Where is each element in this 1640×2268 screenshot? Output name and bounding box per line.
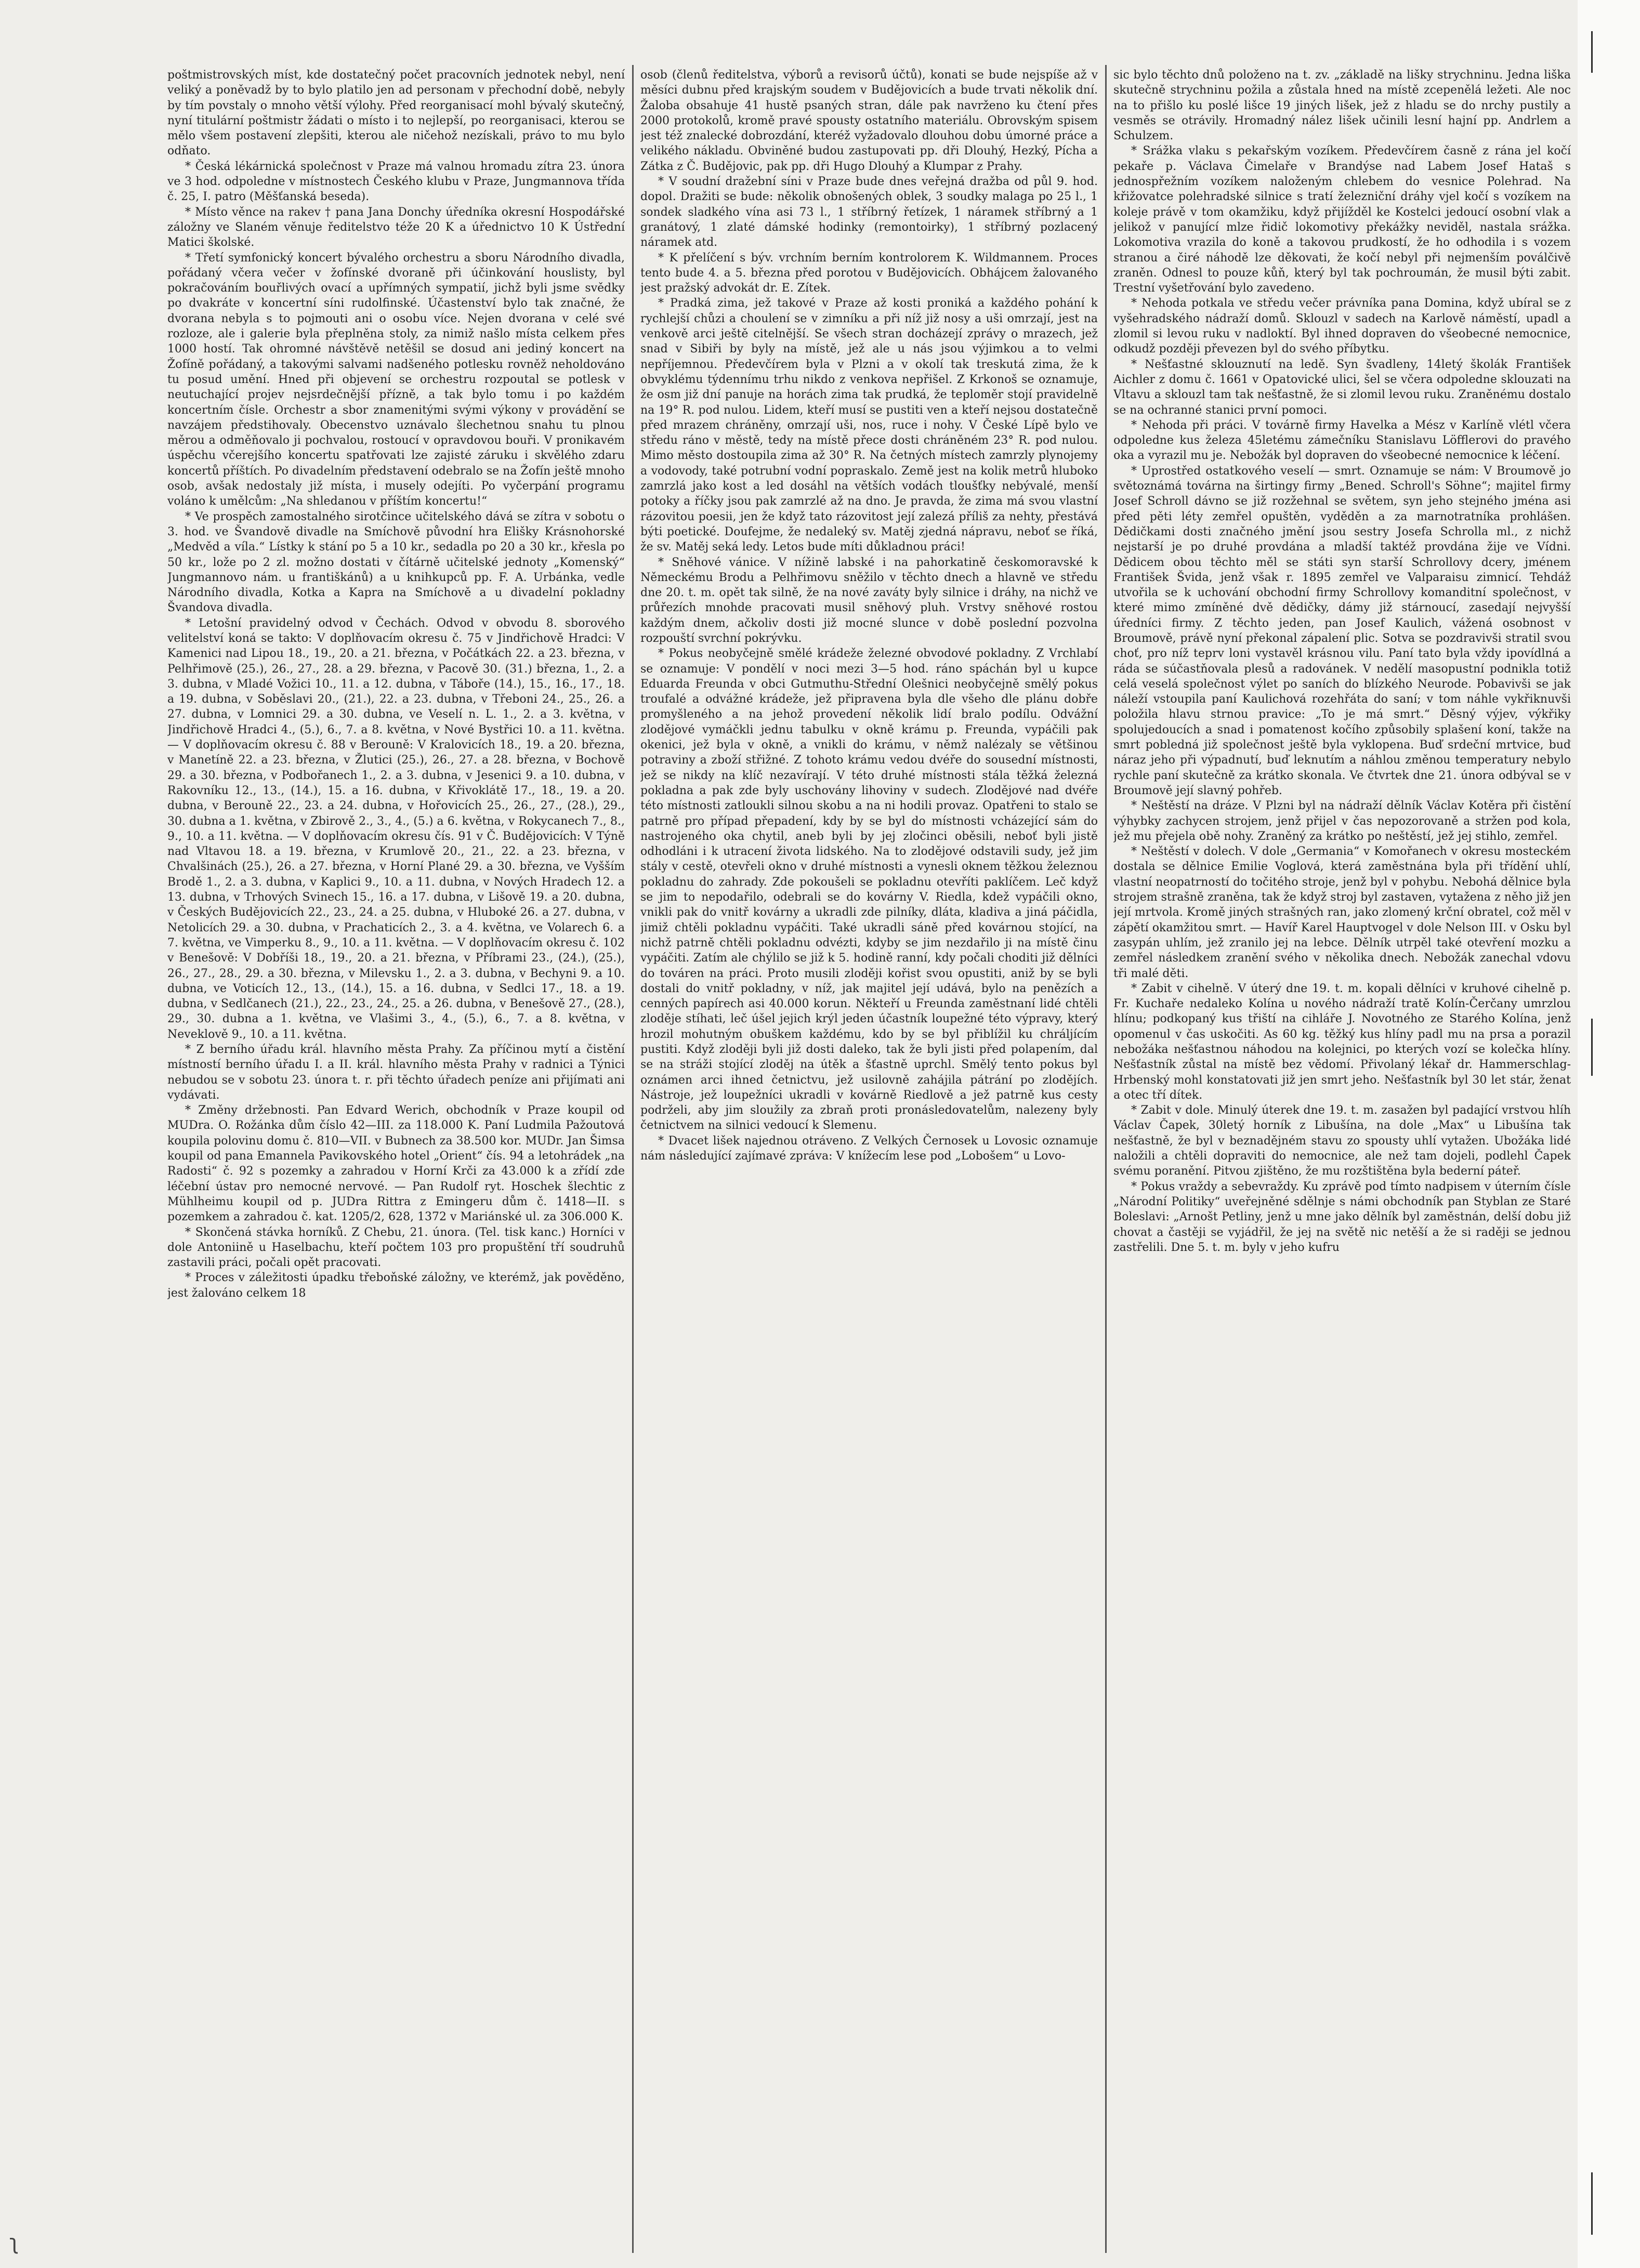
- article-ice-fall: * Nešťastné sklouznutí na ledě. Syn švadleny, 14letý školák František Aichler z domu č. 1661 v Opatovické ulici, šel se včera odpoledne sklouzati na Vltavu a sklouzl tam tak nešťastně, že si zlomil levou ruku. Zraněnému dostalo se na ochranné stanici první pomoci.: [1113, 358, 1571, 417]
- article-trebon-bank-trial-start: * Proces v záležitosti úpadku třeboňské záložny, ve kterémž, jak pověděno, jest žalováno celkem 18: [167, 1271, 625, 1300]
- article-railway-accident: * Neštěstí na dráze. V Plzni byl na nádraží dělník Václav Kotěra při čistění výhybky zachycen strojem, jenž přijel v čas nepozorovaně a stržen pod kola, jež mu přejela obě nohy. Zraněný za krátko po neštěstí, jež jej stihlo, zemřel.: [1113, 799, 1571, 843]
- column-1: [167, 68, 625, 2250]
- article-poisoned-foxes-end: sic bylo těchto dnů položeno na t. zv. „základě na lišky strychninu. Jedna liška skutečně strychninu požila a zůstala hned na místě zcepenělá ležeti. Ale noc na to přišlo ku poslé lišce 19 jiných lišek, jež z hladu se do nrchy pustily a vesměs se otrávily. Hromadný nález lišek učinili lesní hajní pp. Andrlem a Schulzem.: [1113, 69, 1571, 143]
- article-trebon-bank-trial-end: osob (členů ředitelstva, výborů a revisorů účtů), konati se bude nejspíše až v měsíci dubnu před krajským soudem v Budějovicích a bude trvati několik dní. Žaloba obsahuje 41 hustě psaných stran, dále pak navrženo ku čtení přes 2000 protokolů, kromě pravé spousty ostatního materiálu. Obrovským spisem jest též znalecké dobrozdání, kteréž vyžadovalo dlouhou dobu úmorné práce a velikého nákladu. Obviněné budou zastupovati pp. dři Dlouhý, Hezký, Pícha a Zátka z Č. Budějovic, pak pp. dři Hugo Dlouhý a Klumpar z Prahy.: [640, 69, 1098, 173]
- article-wildmann-trial: * K přelíčení s býv. vrchním berním kontrolorem K. Wildmannem. Proces tento bude 4. a 5. března před porotou v Budějovicích. Obhájcem žalovaného jest pražský advokát dr. E. Zítek.: [640, 251, 1098, 295]
- article-carnival-death: * Uprostřed ostatkového veselí — smrt. Oznamuje se nám: V Broumově jo světoznámá továrna na širtingy firmy „Bened. Schroll's Söhne“; majitel firmy Josef Schroll dávno se již rozžehnal se světem, syn jeho stejného jména asi před pěti léty zemřel opuštěn, vyděděn a za marnotratníka prohlášen. Dědičkami dosti značného jmění jsou sestry Josefa Schrolla ml., z nichž nejstarší je po druhé provdána a mladší taktéž provdána žije ve Vídni. Dědicem obou těchto měl se státi syn starší Schrollovy dcery, jménem František Švida, jenž však r. 1895 zemřel ve Valparaisu zimnicí. Tehdáž utvořila se k uchování obchodní firmy Schrollovy komanditní společnost, v které mimo zmíněné dvě dědičky, dámy již stárnoucí, zasedají nejvyšší úředníci firmy. Z těchto jeden, pan Josef Kaulich, vážená osobnost v Broumově, právě nyní překonal zápalení plic. Sotva se pozdravivši stratil svou choť, pro níž teprv loni vystavěl krásnou vilu. Paní tato byla vždy ipovídlná a ráda se súčastňovala plesů a radovánek. V nedělí masopustní podnikla totiž celá veselá společnost výlet po saních do blízkého Neurode. Pobavivši se jak náleží vstoupila paní Kaulichová rozehřáta do saní; v tom náhle vykřiknuvši položila hlavu strnou pravice: „To je má smrt.“ Děsný výjev, výkřiky spolujedoucích a snad i pomatenost kočího způsobily splašení koní, takže na smrt pobledná již společnost ještě byla vyklopena. Buď srdeční mrtvice, buď náraz jeho při výpadnutí, buď leknutím a náhlou změnou temperatury nebylo rychle paní skutečně za krátko skonala. Ve čtvrtek dne 21. února odbýval se v Broumově její slavný pohřeb.: [1113, 464, 1571, 797]
- article-mine-death: * Zabit v dole. Minulý úterek dne 19. t. m. zasažen byl padající vrstvou hlíh Václav Čapek, 30letý horník z Libušína, na dole „Max“ u Libušína tak nešťastně, že byl v beznadějném stavu zo spousty uhlí vytažen. Ubožáka lidé naložili a chtěli dopraviti do nemocnice, ale než tam dojeli, podlehl Čapek svému poranění. Pitvou zjištěno, že mu rozštištěna byla bederní páteř.: [1113, 1104, 1571, 1178]
- article-safe-burglary: * Pokus neobyčejně smělé krádeže železné obvodové pokladny. Z Vrchlabí se oznamuje: V pondělí v noci mezi 3—5 hod. ráno spáchán byl u kupce Eduarda Freunda v obci Gutmuthu-Střední Olešnici neobyčejně smělý pokus troufalé a odvážné krádeže, jež připravena byla dle všeho dle plánu dobře promyšleného a na jehož provedení několik lidí bralo podílu. Odvážní zlodějové vymáčkli jednu tabulku v okně krámu p. Freunda, vypáčili pak okenici, jež byla v okně, a vnikli do krámu, v němž nalézaly se většinou potraviny a zboží střižné. Z tohoto krámu vedou dvéře do sousední místnosti, jež se nikdy na klíč nezavírají. V této druhé místnosti stála těžká železná pokladna a pak zde byly uschovány lihoviny v sudech. Zlodějové nad dvéře této místnosti zatloukli silnou skobu a na ni hodili provaz. Opatřeni to stalo se patrně pro případ přepadení, kdy by se byl do místnosti vcházející sám do nastrojeného oka chytil, aneb byli by jej zločinci oběsili, neboť byli jistě odhodláni i k utracení života lidského. Na to zlodějové odstavili sudy, jež jim stály v cestě, otevřeli okno v druhé místnosti a vynesli oknem těžkou železnou pokladnu do zahrady. Zde pokoušeli se pokladnu otevříti paklíčem. Leč když se jim to nepodařilo, odebrali se do kovárny V. Riedla, kdež vypáčili okno, vnikli pak do vnitř kovárny a ukradli zde pilníky, dláta, kladiva a jiná páčidla, jimiž chtěli pokladnu vypáčiti. Také ukradli sáně před kovárnou stojící, na nichž patrně chtěli pokladnu odvézti, kdyby se jim nezdařilo ji na místě činu vypáčiti. Zatím ale chýlilo se již k 5. hodině ranní, kdy počali choditi již dělníci do továren na práci. Proto musili zloději kořist svou opustiti, aniž by se byli dostali do vnitř pokladny, v níž, jak majitel její udává, bylo na penězích a cenných papírech asi 40.000 korun. Někteří u Freunda zaměstnaní lidé chtěli zloděje stíhati, leč úšel jejich krýl jeden účastník loupežné této výpravy, který hrozil mohutným obuškem každému, kdo by se byl přiblížil ku chráljícím pustiti. Když zloději byli již dosti daleko, tak že byli jisti před polapením, dal se na stráži stojící zloděj na útěk a šťastně uprchl. Smělý tento pokus byl oznámen arci ihned četnictvu, jež usilovně zahájila pátrání po zlodějích. Nástroje, jež loupežníci ukradli v kovárně Riedlově a jež patrně kus cesty podrželi, aby jim sloužily za zbraň proti pronásledovatelům, nalezeny byly četnictvem na silnici vedoucí k Slemenu.: [640, 647, 1098, 1132]
- column-rule-2: [1105, 65, 1107, 2253]
- article-orphanage-benefit: * Ve prospěch zamostalného sirotčince učitelského dává se zítra v sobotu o 3. hod. ve Švandově divadle na Smíchově původní hra Elišky Krásnohorské „Medvěd a víla.“ Lístky k stání po 5 a 10 kr., sedadla po 20 a 30 kr., křesla po 50 kr., lože po 2 zl. možno dostati v čítárně učitelské jednoty „Komenský“ Jungmannovo nám. u františkánů) a u knihkupců pp. F. A. Urbánka, vedle Národního divadla, Kotka a Kapra na Smíchově a u divadelní pokladny Švandova divadla.: [167, 510, 625, 615]
- article-train-collision: * Srážka vlaku s pekařským vozíkem. Předevčírem časně z rána jel kočí pekaře p. Václava Čimelaře v Brandýse nad Labem Josef Hataš s jednospřežním vozíkem naloženým chlebem do vesnice Polehrad. Na křižovatce polehradské silnice s tratí železniční dráhy vjel kočí s vozíkem na koleje právě v tom okamžiku, když přijížděl ke Kostelci jedoucí osobní vlak a jelikož v panující mlze řidič lokomotivy překážky neviděl, nastala srážka. Lokomotiva vrazila do koně a takovou prudkostí, že ho odhodila i s vozem stranou a čiré náhodě lze děkovati, že kočí nebyl při nejmenším poválčivě zraněn. Odnesl to pouze kůň, který byl tak pochroumán, že musil býti zabit. Trestní vyšetřování bylo zavedeno.: [1113, 144, 1571, 295]
- article-military-draft: * Letošní pravidelný odvod v Čechách. Odvod v obvodu 8. sborového velitelství koná se takto: V doplňovacím okresu č. 75 v Jindřichově Hradci: V Kamenici nad Lipou 18., 19., 20. a 21. března, v Počátkách 22. a 23. března, v Pelhřimově (25.), 26., 27., 28. a 29. března, v Pacově 30. (31.) března, 1., 2. a 3. dubna, v Mladé Vožici 10., 11. a 12. dubna, v Táboře (14.), 15., 16., 17., 18. a 19. dubna, v Soběslavi 20., (21.), 22. a 23. dubna, v Třeboni 24., 25., 26. a 27. dubna, v Lomnici 29. a 30. dubna, ve Veselí n. L. 1., 2. a 3. května, v Jindřichově Hradci 4., (5.), 6., 7. a 8. května, v Nové Bystřici 10. a 11. května. — V doplňovacím okresu č. 88 v Berouně: V Kralovicích 18., 19. a 20. března, v Manetíně 22. a 23. března, v Žlutici (25.), 26., 27. a 28. března, v Bochově 29. a 30. března, v Podbořanech 1., 2. a 3. dubna, v Jesenici 9. a 10. dubna, v Rakovníku 12., 13., (14.), 15. a 16. dubna, v Křivoklátě 17., 18., 19. a 20. dubna, v Berouně 22., 23. a 24. dubna, v Hořovicích 25., 26., 27., (28.), 29., 30. dubna a 1. května, v Zbirově 2., 3., 4., (5.) a 6. května, v Rokycanech 7., 8., 9., 10. a 11. května. — V doplňovacím okresu čís. 91 v Č. Budějovicích: V Týně nad Vltavou 18. a 19. března, v Krumlově 20., 21., 22. a 23. března, v Chvalšinách (25.), 26. a 27. března, v Horní Plané 29. a 30. března, ve Vyšším Brodě 1., 2. a 3. dubna, v Kaplici 9., 10. a 11. dubna, v Nových Hradech 12. a 13. dubna, v Trhových Svinech 15., 16. a 17. dubna, v Lišově 19. a 20. dubna, v Českých Budějovicích 22., 23., 24. a 25. dubna, v Hluboké 26. a 27. dubna, v Netolicích 29. a 30. dubna, v Prachaticích 2., 3. a 4. května, ve Volarech 6. a 7. května, ve Vimperku 8., 9., 10. a 11. května. — V doplňovacím okresu č. 102 v Benešově: V Dobříši 18., 19., 20. a 21. března, v Příbrami 23., (24.), (25.), 26., 27., 28., 29. a 30. března, v Milevsku 1., 2. a 3. dubna, v Bechyni 9. a 10. dubna, ve Voticích 12., 13., (14.), 15. a 16. dubna, v Sedlci 17., 18. a 19. dubna, v Sedlčanech (21.), 22., 23., 24., 25. a 26. dubna, v Benešově 27., (28.), 29., 30. dubna a 1. května, ve Vlašimi 3., 4., (5.), 6., 7. a 8. května, v Neveklově 9., 10. a 11. května.: [167, 616, 625, 1041]
- article-work-accident: * Nehoda při práci. V továrně firmy Havelka a Mész v Karlíně vlétl včera odpoledne kus železa 45letému zámečníku Stanislavu Löfflerovi do pravého oka a vyrazil mu je. Nebožák byl dopraven do všeobecné nemocnice k léčení.: [1113, 418, 1571, 463]
- article-wreath-donation: * Místo věnce na rakev † pana Jana Donchy úředníka okresní Hospodářské záložny ve Slaném věnuje ředitelstvo téže 20 K a úřednictvo 10 K Ústřední Matici školské.: [167, 205, 625, 249]
- margin-mark-middle: [1591, 1019, 1593, 1076]
- margin-mark-bottom: [1591, 2172, 1593, 2235]
- article-brickworks-death: * Zabit v cihelně. V úterý dne 19. t. m. kopali dělníci v kruhové cihelně p. Fr. Kuchaře nedaleko Kolína u nového nádraží tratě Kolín-Čerčany umrzlou hlínu; podkopaný kus třiští na cihláře J. Novotného ze Starého Kolína, jenž opomenul v čas uskočiti. As 60 kg. těžký kus hlíny padl mu na prsa a porazil nebožáka nešťastnou náhodou na kolejnici, po kterých vozí se kolečka hlíny. Nešťastník zůstal na místě bez vědomí. Přivolaný lékař dr. Hammerschlag-Hrbenský mohl konstatovati již jen smrt jeho. Nešťastník byl 30 let stár, ženat a otec tří dítek.: [1113, 982, 1571, 1102]
- article-tax-office: * Z berního úřadu král. hlavního města Prahy. Za příčinou mytí a čistění místností berního úřadu I. a II. král. hlavního města Prahy v radnici a Týnici nebudou se v sobotu 23. února t. r. při těchto úřadech peníze ani přijímati ani vydávati.: [167, 1043, 625, 1102]
- article-snowstorms: * Sněhové vánice. V nížině labské i na pahorkatině českomoravské k Německému Brodu a Pelhřimovu sněžilo v těchto dnech a hlavně ve středu dne 20. t. m. opět tak silně, že na nové zaváty byly silnice i dráhy, na nichž ve průřezích mnohde pracovati musil sněhový pluh. Vrstvy sněhové rostou každým dnem, ačkoliv dosti již mocné slunce v době poslední pozvolna rozpouští svrchní pokrývku.: [640, 556, 1098, 645]
- article-postmasters-end: poštmistrovských míst, kde dostatečný počet pracovních jednotek nebyl, není veliký a poněvadž by to bylo platilo jen ad personam v přechodní době, nebyly by tím povstaly o mnoho větší výlohy. Před reorganisací mohl bývalý skutečný, nyní titulární poštmistr žádati o místo i to nejlepší, po reorganisaci, kterou se mělo všem postavení zlepšiti, kterou ale ničehož nezískali, právo to mu bylo odňato.: [167, 69, 625, 158]
- article-property-changes: * Změny držebnosti. Pan Edvard Werich, obchodník v Praze koupil od MUDra. O. Rožánka dům číslo 42—III. za 118.000 K. Paní Ludmila Pažoutová koupila polovinu domu č. 810—VII. v Bubnech za 38.500 kor. MUDr. Jan Šimsa koupil od pana Emannela Pavikovského hotel „Orient“ čís. 94 a letohrádek „na Radosti“ č. 92 s pozemky a zahradou v Horní Krči za 43.000 k a zřídí zde léčební ústav pro nemocné nervové. — Pan Rudolf ryt. Hoschek šlechtic z Mühlheimu koupil od p. JUDra Rittra z Emingeru dům č. 1418—II. s pozemkem a zahradou č. kat. 1205/2, 628, 1372 v Mariánské ul. za 306.000 K.: [167, 1104, 625, 1224]
- article-court-auction: * V soudní dražební síni v Praze bude dnes veřejná dražba od půl 9. hod. dopol. Dražiti se bude: několik obnošených oblek, 3 soudky malaga po 25 l., 1 sondek sladkého vína asi 73 l., 1 stříbrný řetízek, 1 náramek stříbrný a 1 granátový, 1 zlaté dámské hodinky (remontoirky), 1 stříbrný pozlacený náramek atd.: [640, 175, 1098, 249]
- column-2: [640, 68, 1098, 2250]
- margin-pencil-mark: ʅ: [9, 2231, 19, 2254]
- article-pharmacists-society: * Česká lékárnická společnost v Praze má valnou hromadu zítra 23. února ve 3 hod. odpoledne v místnostech Českého klubu v Praze, Jungmannova třída č. 25, I. patro (Měšťanská beseda).: [167, 160, 625, 204]
- article-miners-strike-ended: * Skončená stávka horníků. Z Chebu, 21. února. (Tel. tisk kanc.) Horníci v dole Antoniině u Haselbachu, kteří počtem 103 pro propuštění tří soudruhů zastavili práci, počali opět pracovati.: [167, 1225, 625, 1270]
- article-severe-frost: * Pradká zima, jež takové v Praze až kosti proniká a každého pohání k rychlejší chůzi a choulení se v zimníku a při níž již nosy a uši omrzají, jest na venkově arci ještě citelnější. Se všech stran docházejí zprávy o mrazech, jež snad v Sibiři by byly na místě, jež ale u nás jsou výjimkou a to velmi nepříjemnou. Předevčírem byla v Plzni a v okolí tak treskutá zima, že k obvyklému týdennímu trhu nikdo z venkova nepřišel. Z Krkonoš se oznamuje, že osm již dní panuje na horách zima tak prudká, že teploměr stojí pravidelně na 19° R. pod nulou. Lidem, kteří musí se pustiti ven a kteří nejsou dostatečně před mrazem chráněny, omrzají uši, nos, ruce i nohy. V České Lípě bylo ve středu ráno v městě, tedy na místě přece dosti chráněném 23° R. pod nulou. Mimo město dostoupila zima až 30° R. Na četných místech zamrzly plynojemy a vodovody, také potrubní vodní popraskalo. Země jest na kolik metrů hluboko zamrzlá jako kost a led dosáhl na větších vodách tloušťky nebývalé, menší potoky a říčky jsou pak zamrzlé až na dno. Je pravda, že zima má svou vlastní rázovitou poesii, jen že když tato rázovitost její zalezá příliš za nehty, přestává býti poetické. Doufejme, že nedaleký sv. Matěj zjedná nápravu, neboť se říká, že sv. Matěj seká ledy. Letos bude míti důkladnou práci!: [640, 297, 1098, 554]
- column-3: [1113, 68, 1571, 2250]
- article-poisoned-foxes-start: * Dvacet lišek najednou otráveno. Z Velkých Černosek u Lovosic oznamuje nám následující zajímavé zpráva: V knížecím lese pod „Lobošem“ u Lovo-: [640, 1134, 1098, 1163]
- margin-mark-top: [1591, 31, 1593, 73]
- column-rule-1: [632, 65, 634, 2253]
- scan-margin: [1578, 0, 1640, 2268]
- article-mine-accidents: * Neštěstí v dolech. V dole „Germania“ v Komořanech v okresu mosteckém dostala se dělnice Emilie Voglová, která zaměstnána byla při třídění uhlí, vlastní neopatrností do točitého stroje, jenž byl v pohybu. Nebohá dělnice byla strojem strašně zraněna, tak že když stroj byl zastaven, vytažena z něho již jen její mrtvola. Kromě jiných strašných ran, jako zlomený krční obratel, což měl v zápětí okamžitou smrt. — Havíř Karel Hauptvogel v dole Nelson III. v Osku byl zasypán uhlím, jež zranilo jej na lebce. Dělník utrpěl také otevření mozku a zemřel následkem zranění svého v několika dnech. Nebožák zanechal vdovu tři malé děti.: [1113, 845, 1571, 980]
- article-murder-suicide-attempt: * Pokus vraždy a sebevraždy. Ku zprávě pod tímto nadpisem v úterním čísle „Národní Politiky“ uveřejněné sdělnje s námi obchodník pan Styblan ze Staré Boleslavi: „Arnošt Petliny, jenž u mne jako dělník byl zaměstnán, delší dobu již chovat a častěji se vyjádřil, že jej na světě nic netěší a že si raději se jednou zastřelili. Dne 5. t. m. byly v jeho kufru: [1113, 1180, 1571, 1254]
- article-symphony-concert: * Třetí symfonický koncert bývalého orchestru a sboru Národního divadla, pořádaný včera večer v žofínské dvoraně při účinkování houslisty, byl pokračováním bouřlivých ovací a upřímných sympatií, jichž byli jsme svědky po dvakráte v koncertní síni rudolfinské. Účastenství bylo tak značné, že dvorana nebyla s to pojmouti ani o osobu více. Nejen dvorana v celé své rozloze, ale i galerie byla přeplněna stoly, za nimiž našlo místa celkem přes 1000 hostí. Tak ohromné návštěvě netěšil se dosud ani jediný koncert na Žofíně pořádaný, a takovými salvami nadšeného potlesku rovněž neholdováno tu posud umění. Hned při objevení se orchestru rozpoutal se potlesk v neutuchající projev nejsrdečnější přízně, a tak bylo tomu i po každém koncertním čísle. Orchestr a sbor znamenitými svými výkony v provádění se navzájem předstihovaly. Obecenstvo uznávalo šlechetnou snahu tu plnou měrou a odměňovalo ji pochvalou, rostoucí v opravdovou bouři. V pronikavém úspěchu včerejšího koncertu spatřovati lze zajisté záruku i skvělého zdaru koncertů příštích. Po divadelním představení odebralo se na Žofín ještě mnoho osob, avšak nedostaly již místa, i musely odejíti. Po vyčerpání programu voláno k umělcům: „Na shledanou v příštím koncertu!“: [167, 251, 625, 508]
- article-lawyer-accident: * Nehoda potkala ve středu večer právníka pana Domina, když ubíral se z vyšehradského nádraží domů. Sklouzl v sadech na Karlově náměstí, upadl a zlomil si levou ruku v nadloktí. Byl ihned dopraven do všeobecné nemocnice, odkudž později převezen byl do svého příbytku.: [1113, 297, 1571, 356]
